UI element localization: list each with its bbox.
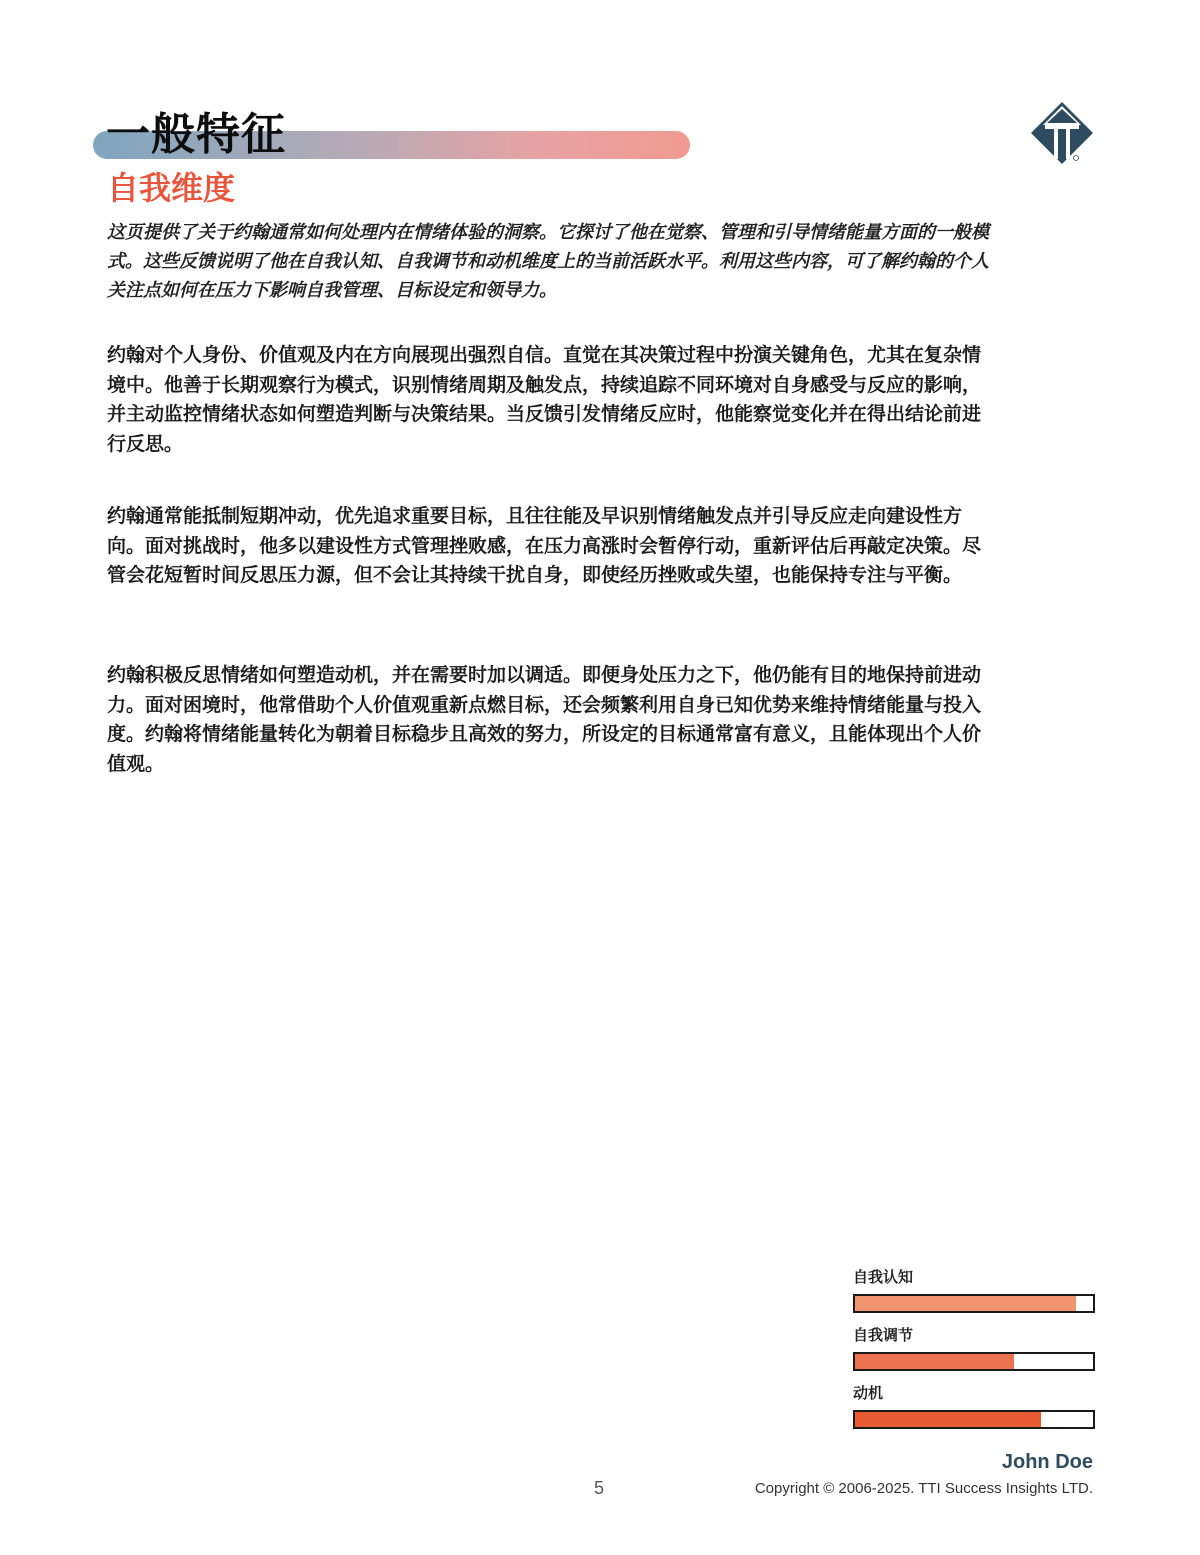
meter-track-self-awareness [853,1294,1095,1313]
section-subtitle: 自我维度 [107,169,236,207]
meter-fill-self-awareness [855,1296,1076,1311]
body-paragraph-motivation: 约翰积极反思情绪如何塑造动机，并在需要时加以调适。即便身处压力之下，他仍能有目的地保持前进动力。面对困境时，他常借助个人价值观重新点燃目标，还会频繁利用自身已知优势来维持情绪能量与投入度。约翰将情绪能量转化为朝着目标稳步且高效的努力，所设定的目标通常富有意义，且能体现出个人价值观。 [107,664,982,775]
page-number: 5 [594,1478,605,1498]
report-owner-name: John Doe [1001,1451,1093,1473]
meter-label-motivation: 动机 [853,1384,884,1402]
dimension-meters [853,1267,1095,1441]
meter-fill-motivation [855,1412,1041,1427]
meter-track-motivation [853,1410,1095,1429]
meter-fill-self-regulation [855,1354,1014,1369]
page-title: 一般特征 [106,109,286,160]
copyright-notice: Copyright © 2006-2025. TTI Success Insights LTD. [754,1480,1093,1497]
meter-label-self-awareness: 自我认知 [853,1268,914,1286]
meter-label-self-regulation: 自我调节 [853,1326,914,1344]
meter-track-self-regulation [853,1352,1095,1371]
body-paragraph-self-regulation: 约翰通常能抵制短期冲动，优先追求重要目标，且往往能及早识别情绪触发点并引导反应走向建设性方向。面对挑战时，他多以建设性方式管理挫败感，在压力高涨时会暂停行动，重新评估后再敲定决策。尽管会花短暂时间反思压力源，但不会让其持续干扰自身，即使经历挫败或失望，也能保持专注与平衡。 [107,505,982,586]
body-paragraph-self-awareness: 约翰对个人身份、价值观及内在方向展现出强烈自信。直觉在其决策过程中扮演关键角色，尤其在复杂情境中。他善于长期观察行为模式，识别情绪周期及触发点，持续追踪不同环境对自身感受与反应的影响，并主动监控情绪状态如何塑造判断与决策结果。当反馈引发情绪反应时，他能察觉变化并在得出结论前进行反思。 [107,344,982,455]
tti-triangle-logo-icon [1029,100,1095,168]
intro-paragraph: 这页提供了关于约翰通常如何处理内在情绪体验的洞察。它探讨了他在觉察、管理和引导情绪能量方面的一般模式。这些反馈说明了他在自我认知、自我调节和动机维度上的当前活跃水平。利用这些内容，可了解约翰的个人关注点如何在压力下影响自我管理、目标设定和领导力。 [107,222,989,301]
